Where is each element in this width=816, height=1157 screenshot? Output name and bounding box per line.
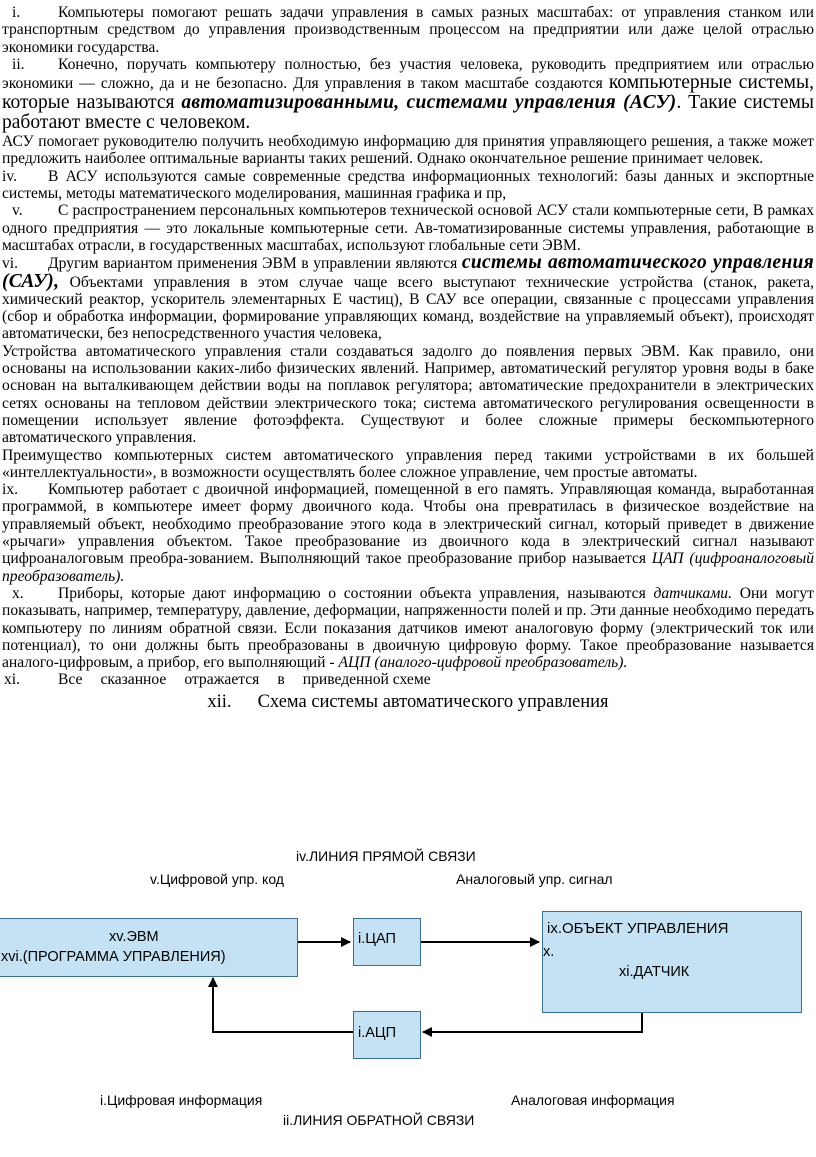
paragraph-text: Они могут показывать, например, температуру, давление, деформации, напряженности полей и пр. Эти данные необходимо передать компьютеру по линиям обратной связи. Если показания датчиков имеют аналоговую форму (электрический ток или потенциал), то они должны быть преобразованы в двоичную цифровую форму. Такое преобразование называется аналого-цифровым, а прибор, его выполняющий - <box>2 584 814 672</box>
term-adc: АЦП (аналого-цифровой преобразователь). <box>338 654 628 672</box>
paragraph-word: приведенной схеме <box>302 671 431 689</box>
paragraph-5 <box>2 202 814 254</box>
paragraph-text: АСУ помогает руководителю получить необходимую информацию для принятия управляющего решения, а также может предложить наиболее оптимальные варианты таких решений. Однако окончательное решение принимает человек. <box>2 133 814 168</box>
paragraph-large-text: компьютерные системы, которые называются <box>2 72 814 114</box>
arrow-adc-to-evm <box>213 978 355 1032</box>
paragraph-text: Приборы, которые дают информацию о состоянии объекта управления, называются <box>58 584 654 602</box>
term-asu: автоматизированными, системами управления (АСУ) <box>181 92 677 114</box>
paragraph-text: Другим вариантом применения ЭВМ в управлении являются <box>48 255 462 273</box>
control-system-diagram <box>0 840 816 1157</box>
control-object-sublabel: x. <box>543 944 555 960</box>
computer-label: xv.ЭВМ <box>109 929 159 945</box>
paragraph-number: xi. <box>4 671 21 689</box>
paragraph-text: Конечно, поручать компьютеру полностью, без участия человека, руководить предприятием или отраслью экономики — сложно, да и не безопасно. Для управления в таком масштабе создаются <box>2 55 814 93</box>
scheme-title-text: Схема системы автоматического управления <box>257 691 609 712</box>
term-sensors: датчиками. <box>653 584 733 602</box>
paragraph-word: отражается <box>184 671 260 689</box>
paragraph-1 <box>2 4 814 56</box>
paragraph-number: ix. <box>2 481 19 499</box>
computer-box <box>0 918 298 977</box>
analog-control-signal-label: Аналоговый упр. сигнал <box>456 871 613 887</box>
paragraph-number: ii. <box>12 55 25 73</box>
paragraph-3 <box>2 133 814 168</box>
digital-control-code-label: v.Цифровой упр. код <box>150 871 284 887</box>
forward-link-title: iv.ЛИНИЯ ПРЯМОЙ СВЯЗИ <box>296 848 476 864</box>
paragraph-4 <box>2 168 814 203</box>
paragraph-text: Компьютер работает с двоичной информацией, помещенной в его память. Управляющая команда, выработанная программой, в компьютере имеет форму двоичного кода. Чтобы она превратилась в физическое воздействие на управляемый объект, необходимо преобразование этого кода в электрический сигнал, который приведет в движение «рычаги» управления объектом. Такое преобразование из двоичного кода в электрический сигнал называют цифроаналоговым преобра-зованием. Выполняющий такое преобразование прибор называется <box>2 481 814 568</box>
paragraph-number: x. <box>12 584 24 602</box>
paragraph-text: Преимущество компьютерных систем автоматического управления перед такими устройствами в их большей «интеллектуальности», в возможности осуществлять более сложное управление, чем простые автоматы. <box>2 446 814 481</box>
paragraph-text: Объектами управления в этом случае чаще всего выступают технические устройства (станок, ракета, химический реактор, ускоритель элементарных Е частиц), В САУ все операции, связанные с процессами управления (сбор и обработка информации, формирование управляющих команд, воздействие на управляемый объект), происходят автоматически, без непосредственного участия человека, <box>2 273 814 343</box>
paragraph-text: Устройства автоматического управления стали создаваться задолго до появления первых ЭВМ. Как правило, они основаны на использовании каких-либо физических явлений. Например, автоматический регулятор уровня воды в баке основан на выталкивающем действии воды на поплавок регулятора; автоматические предохранители в электрических сетях основаны на тепловом действии электрического тока; система автоматического регулирования освещенности в помещении использует явление фотоэффекта. Существуют и более сложные примеры бескомпьютерного автоматического управления. <box>2 342 814 447</box>
arrow-object-to-adc <box>423 1013 642 1032</box>
paragraph-number: vi. <box>2 255 19 273</box>
paragraph-number: i. <box>12 4 21 21</box>
dac-label: i.ЦАП <box>358 931 396 947</box>
term-sau: системы автоматического управления (САУ), <box>2 252 814 292</box>
adc-label: i.АЦП <box>358 1025 397 1041</box>
dac-box <box>353 918 421 966</box>
feedback-link-title: ii.ЛИНИЯ ОБРАТНОЙ СВЯЗИ <box>283 1112 475 1128</box>
paragraph-word: сказанное <box>100 671 167 689</box>
control-object-label: ix.ОБЪЕКТ УПРАВЛЕНИЯ <box>547 920 729 937</box>
paragraph-text: В АСУ используются самые современные средства информационных технологий: базы данных и экспортные системы, методы математического моделирования, машинная графика и пр, <box>2 167 814 203</box>
paragraph-text: Компьютеры помогают решать задачи управления в самых разных масштабах: от управления станком или транспортным средством до управления производственным процессом на предприятии или даже целой отраслью экономики государства. <box>2 4 814 56</box>
paragraph-6 <box>2 254 814 342</box>
paragraph-large-text: . Такие системы работают вместе с человеком. <box>2 92 814 134</box>
term-dac: ЦАП (цифроаналоговый преобразователь). <box>2 550 814 585</box>
paragraph-number: v. <box>12 202 23 220</box>
paragraph-9 <box>2 481 814 585</box>
paragraph-number: iv. <box>2 167 18 185</box>
analog-information-label: Аналоговая информация <box>511 1092 675 1108</box>
scheme-title-number: xii. <box>207 691 232 712</box>
paragraph-word: Все <box>58 671 83 689</box>
digital-information-label: i.Цифровая информация <box>100 1092 263 1108</box>
paragraph-8 <box>2 447 814 482</box>
adc-box <box>353 1011 421 1059</box>
control-program-label: xvi.(ПРОГРАММА УПРАВЛЕНИЯ) <box>1 949 226 965</box>
sensor-label: xi.ДАТЧИК <box>619 964 690 980</box>
paragraph-word: в <box>277 671 285 689</box>
paragraph-10 <box>2 585 814 671</box>
paragraph-11 <box>4 671 814 688</box>
document-body <box>2 4 814 713</box>
control-object-box <box>542 911 802 1013</box>
paragraph-text: С распространением персональных компьютеров технической основой АСУ стали компьютерные сети, В рамках одного предприятия — это локальные компьютерные сети. Ав-томатизированные системы управления, работающие в масштабах отрасли, в государственных масштабах, используют глобальные сети ЭВМ. <box>2 202 814 254</box>
paragraph-7 <box>2 343 814 447</box>
paragraph-2 <box>2 56 814 133</box>
scheme-title <box>2 691 814 713</box>
